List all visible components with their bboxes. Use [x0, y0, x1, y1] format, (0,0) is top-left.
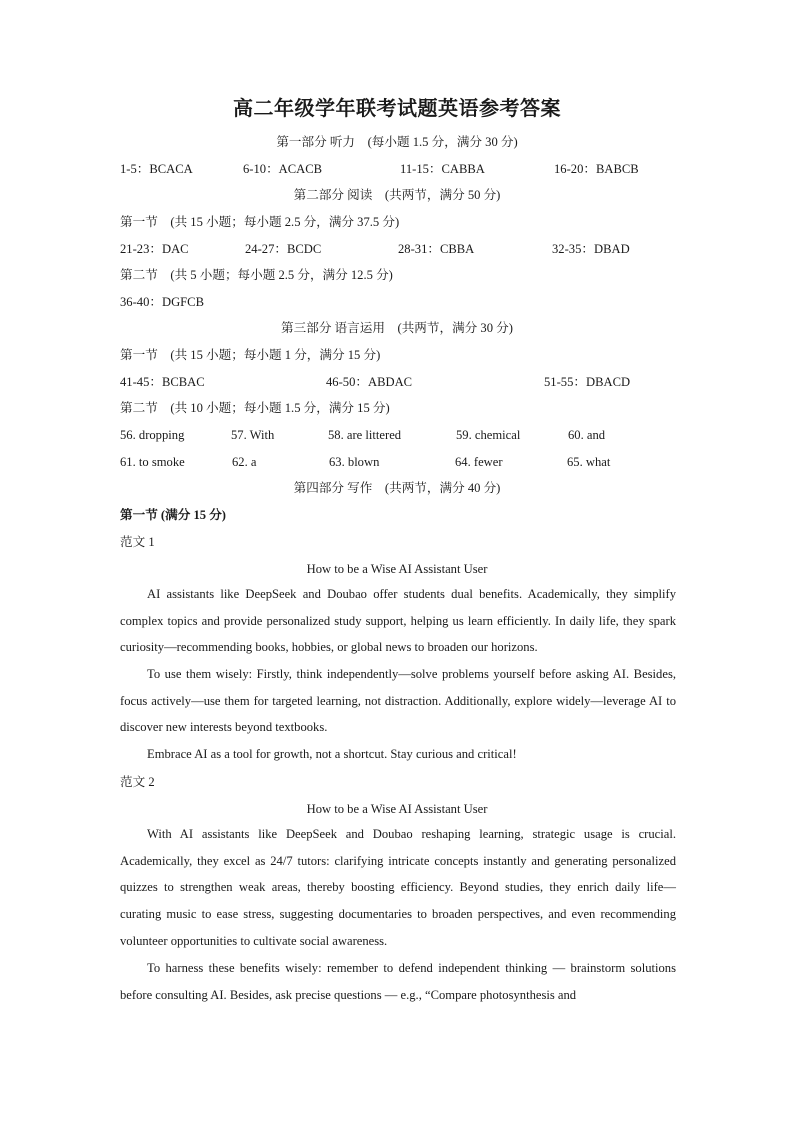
- answer-64: 64. fewer: [455, 455, 503, 469]
- answer-65: 65. what: [567, 455, 611, 469]
- part3-section2-heading: 第二节 (共 10 小题；每小题 1.5 分，满分 15 分): [120, 401, 390, 415]
- answer-56: 56. dropping: [120, 428, 185, 442]
- sample1-paragraph-2: To use them wisely: Firstly, think independently—solve problems yourself before asking AI. Besides, focus actively—use them for targeted learning, not distraction. Additionally, explore widely—leverage AI to discover new interests beyond textbooks.: [120, 667, 676, 735]
- answer-61: 61. to smoke: [120, 455, 185, 469]
- answer-41-45: 41-45：BCBAC: [120, 375, 205, 389]
- answer-16-20: 16-20：BABCB: [554, 162, 639, 176]
- answer-60: 60. and: [568, 428, 606, 442]
- answer-62: 62. a: [232, 455, 257, 469]
- sample2-title: How to be a Wise AI Assistant User: [306, 802, 488, 816]
- part2-heading: 第二部分 阅读 (共两节，满分 50 分): [293, 188, 501, 202]
- answer-21-23: 21-23：DAC: [120, 242, 189, 256]
- sample1-paragraph-1: AI assistants like DeepSeek and Doubao offer students dual benefits. Academically, they simplify complex topics and provide personalized study support, helping us learn efficiently. In daily life, they spark curiosity—recommending books, hobbies, or global news to broaden our horizons.: [120, 587, 676, 655]
- answer-1-5: 1-5：BCACA: [120, 162, 193, 176]
- part4-section1-heading: 第一节 (满分 15 分): [120, 508, 226, 522]
- sample1-title: How to be a Wise AI Assistant User: [306, 562, 488, 576]
- part2-section2-heading: 第二节 (共 5 小题；每小题 2.5 分，满分 12.5 分): [120, 268, 393, 282]
- answer-59: 59. chemical: [456, 428, 521, 442]
- answer-63: 63. blown: [329, 455, 380, 469]
- answer-32-35: 32-35：DBAD: [552, 242, 630, 256]
- sample2-paragraph-2: To harness these benefits wisely: remember to defend independent thinking — brainstorm solutions before consulting AI. Besides, ask precise questions — e.g., “Compare photosynthesis and: [120, 961, 676, 1002]
- answer-46-50: 46-50：ABDAC: [326, 375, 413, 389]
- part2-section1-heading: 第一节 (共 15 小题；每小题 2.5 分，满分 37.5 分): [120, 215, 400, 229]
- answer-58: 58. are littered: [328, 428, 402, 442]
- part1-heading: 第一部分 听力 (每小题 1.5 分，满分 30 分): [276, 135, 518, 149]
- answer-57: 57. With: [231, 428, 275, 442]
- answer-51-55: 51-55：DBACD: [544, 375, 631, 389]
- answer-36-40: 36-40：DGFCB: [120, 295, 204, 309]
- sample2-label: 范文 2: [120, 775, 155, 789]
- part4-heading: 第四部分 写作 (共两节，满分 40 分): [293, 481, 501, 495]
- page-title: 高二年级学年联考试题英语参考答案: [233, 98, 561, 120]
- part3-heading: 第三部分 语言运用 (共两节，满分 30 分): [281, 321, 513, 335]
- sample1-label: 范文 1: [120, 535, 155, 549]
- answer-28-31: 28-31：CBBA: [398, 242, 475, 256]
- part3-section1-heading: 第一节 (共 15 小题；每小题 1 分，满分 15 分): [120, 348, 381, 362]
- answer-24-27: 24-27：BCDC: [245, 242, 322, 256]
- answer-6-10: 6-10：ACACB: [243, 162, 323, 176]
- sample2-paragraph-1: With AI assistants like DeepSeek and Doubao reshaping learning, strategic usage is crucial. Academically, they excel as 24/7 tutors: clarifying intricate concepts instantly and generating personalized quizzes to strengthen weak areas, thereby boosting efficiency. Beyond studies, they enrich daily life—curating music to ease stress, suggesting documentaries to broaden perspectives, and even recommending volunteer opportunities to cultivate social awareness.: [120, 827, 676, 948]
- sample1-paragraph-3: Embrace AI as a tool for growth, not a shortcut. Stay curious and critical!: [147, 747, 517, 761]
- answer-11-15: 11-15：CABBA: [400, 162, 485, 176]
